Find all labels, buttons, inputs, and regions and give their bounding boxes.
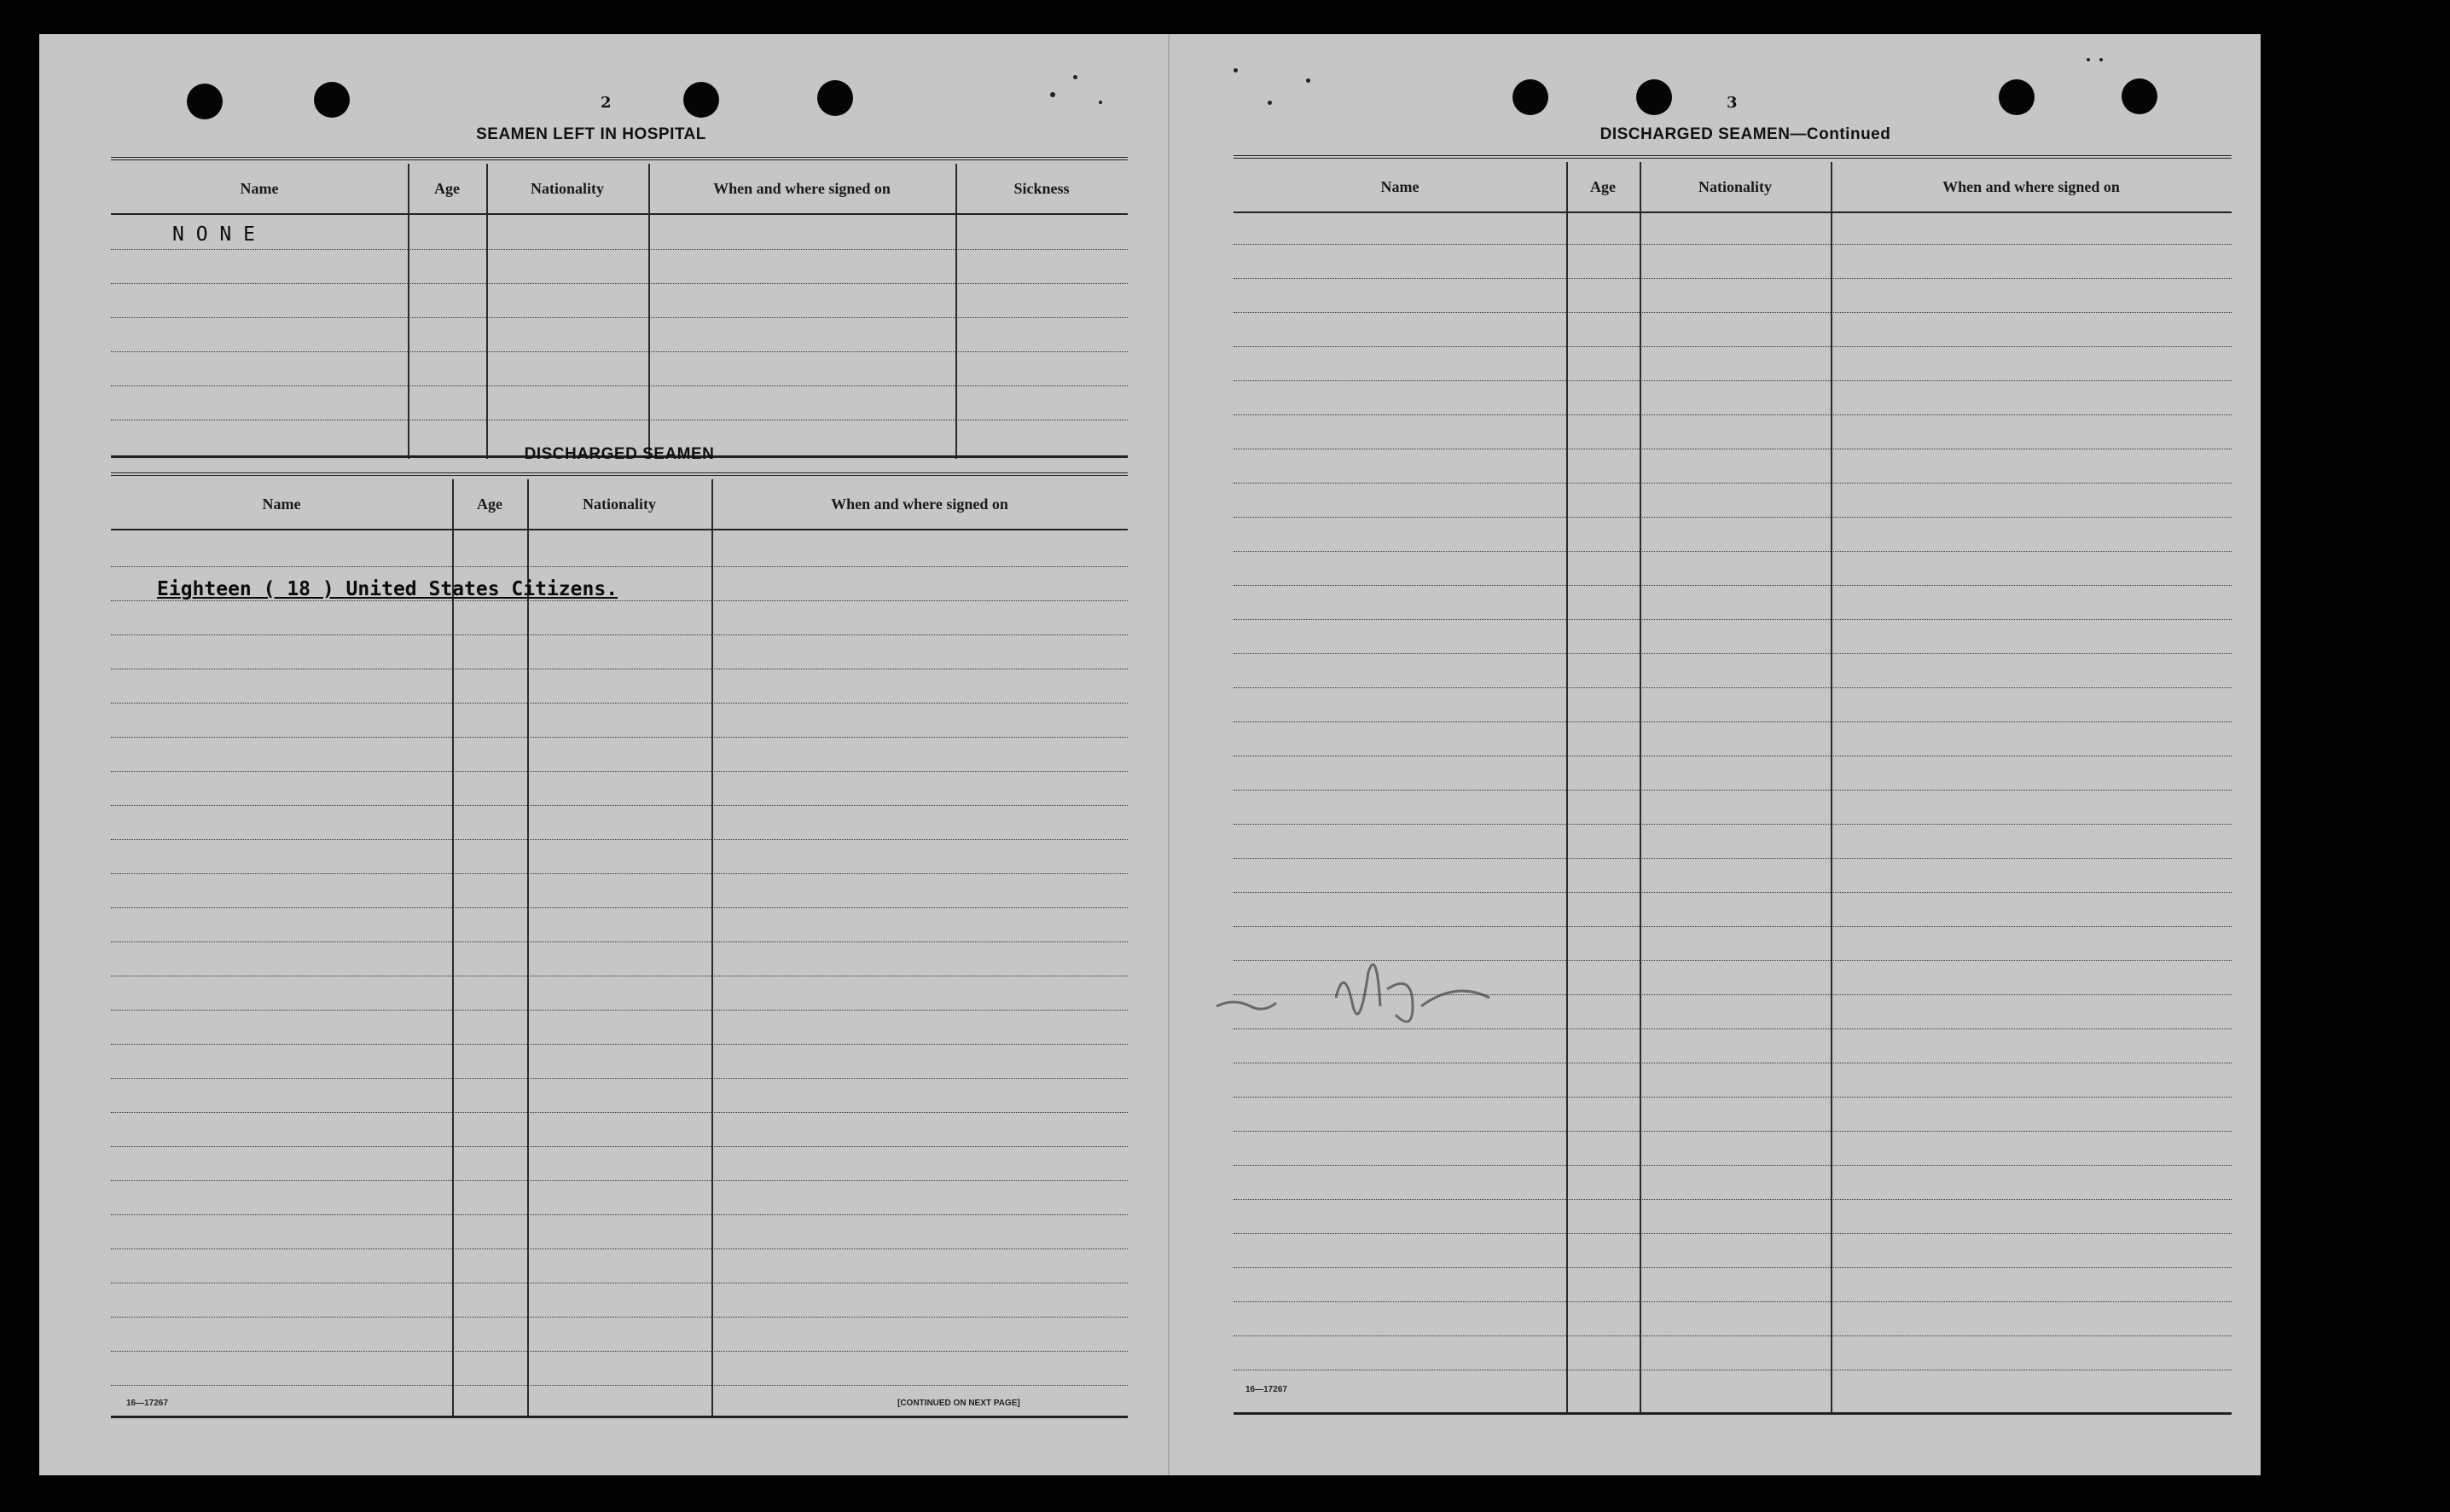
row-line: [111, 941, 1128, 942]
column-header-nationality: Nationality: [1698, 177, 1772, 195]
signature-bleedthrough: [1208, 938, 1549, 1040]
column-header-nationality: Nationality: [530, 179, 604, 197]
row-line: [111, 907, 1128, 908]
row-line: [1234, 380, 2232, 381]
form-number-right: 16—17267: [1245, 1385, 1287, 1394]
row-line: [1234, 1301, 2232, 1302]
row-line: [111, 1146, 1128, 1147]
punch-hole: [314, 82, 350, 118]
speck: [1306, 78, 1310, 83]
row-line: [111, 737, 1128, 738]
hospital-table: [111, 157, 1128, 459]
discharged-table-header: [111, 479, 1128, 530]
row-line: [1234, 687, 2232, 688]
punch-hole: [1512, 79, 1548, 115]
row-line: [111, 351, 1128, 352]
row-line: [111, 1214, 1128, 1215]
column-divider: [1640, 162, 1641, 1414]
column-divider: [711, 479, 713, 1417]
punch-hole: [1636, 79, 1672, 115]
table-bottom-rule: [1234, 1412, 2232, 1415]
row-line: [1234, 824, 2232, 825]
row-line: [111, 873, 1128, 874]
column-header-age: Age: [477, 495, 502, 513]
row-line: [1234, 1267, 2232, 1268]
row-line: [1234, 858, 2232, 859]
punch-hole: [683, 82, 719, 118]
row-line: [111, 1180, 1128, 1181]
row-line: [1234, 517, 2232, 518]
discharged-title: DISCHARGED SEAMEN: [524, 445, 715, 463]
row-line: [1234, 414, 2232, 415]
column-header-name: Name: [262, 495, 301, 513]
row-line: [111, 1317, 1128, 1318]
row-line: [1234, 278, 2232, 279]
column-header-nationality: Nationality: [582, 495, 656, 513]
row-line: [111, 1248, 1128, 1249]
row-line: [1234, 926, 2232, 927]
row-line: [1234, 1131, 2232, 1132]
column-header-signed-on: When and where signed on: [1942, 177, 2120, 195]
row-line: [1234, 312, 2232, 313]
column-header-age: Age: [1590, 177, 1616, 195]
discharged-continued-title: DISCHARGED SEAMEN—Continued: [1599, 125, 1891, 143]
form-number-left: 16—17267: [126, 1399, 168, 1408]
row-line: [1234, 585, 2232, 586]
row-line: [111, 1385, 1128, 1386]
column-divider: [1831, 162, 1832, 1414]
row-line: [1234, 1233, 2232, 1234]
punch-hole: [2122, 78, 2157, 114]
continued-note: [CONTINUED ON NEXT PAGE]: [897, 1399, 1020, 1408]
row-line: [1234, 653, 2232, 654]
row-line: [1234, 790, 2232, 791]
row-line: [111, 385, 1128, 386]
row-line: [111, 1112, 1128, 1113]
row-line: [111, 1010, 1128, 1011]
row-line: [111, 1351, 1128, 1352]
column-divider: [955, 164, 957, 459]
column-header-name: Name: [240, 179, 279, 197]
row-line: [1234, 1335, 2232, 1336]
table-bottom-rule: [111, 1416, 1128, 1418]
row-line: [111, 805, 1128, 806]
column-header-age: Age: [434, 179, 460, 197]
column-divider: [648, 164, 650, 459]
row-line: [1234, 721, 2232, 722]
punch-hole: [1999, 79, 2035, 115]
speck: [1073, 75, 1077, 79]
row-line: [1234, 619, 2232, 620]
row-line: [1234, 1199, 2232, 1200]
row-line: [111, 839, 1128, 840]
row-line: [111, 283, 1128, 284]
row-line: [1234, 1165, 2232, 1166]
column-divider: [408, 164, 409, 459]
punch-hole: [187, 84, 223, 119]
row-line: [1234, 892, 2232, 893]
row-line: [111, 1044, 1128, 1045]
document-sheet: [39, 34, 2261, 1475]
row-line: [1234, 483, 2232, 484]
column-divider: [486, 164, 488, 459]
page-fold: [1168, 34, 1170, 1475]
speck: [1050, 92, 1055, 97]
discharged-continued-table-header: [1234, 162, 2232, 213]
row-line: [111, 249, 1128, 250]
hospital-entry: N O N E: [172, 223, 255, 246]
speck: [1234, 68, 1238, 72]
hospital-title: SEAMEN LEFT IN HOSPITAL: [476, 125, 706, 143]
column-header-signed-on: When and where signed on: [831, 495, 1008, 513]
speck: [1099, 101, 1102, 104]
speck: [2099, 58, 2103, 61]
column-divider: [452, 479, 454, 1417]
row-line: [111, 566, 1128, 567]
speck: [1268, 101, 1272, 105]
row-line: [111, 600, 1128, 601]
column-header-sickness: Sickness: [1013, 179, 1070, 197]
column-header-signed-on: When and where signed on: [713, 179, 891, 197]
discharged-entry: Eighteen ( 18 ) United States Citizens.: [157, 578, 618, 600]
row-line: [111, 634, 1128, 635]
discharged-table: [111, 472, 1128, 1421]
row-line: [111, 1078, 1128, 1079]
row-line: [1234, 244, 2232, 245]
column-header-name: Name: [1380, 177, 1419, 195]
hospital-table-header: [111, 164, 1128, 215]
row-line: [111, 771, 1128, 772]
row-line: [111, 317, 1128, 318]
row-line: [1234, 346, 2232, 347]
speck: [2087, 58, 2090, 61]
discharged-continued-table: [1234, 155, 2232, 1417]
row-line: [1234, 1097, 2232, 1098]
column-divider: [1566, 162, 1568, 1414]
page-number-right: 3: [1727, 94, 1738, 112]
punch-hole: [817, 80, 853, 116]
row-line: [111, 703, 1128, 704]
column-divider: [527, 479, 529, 1417]
page-number-left: 2: [601, 94, 612, 112]
row-line: [1234, 551, 2232, 552]
